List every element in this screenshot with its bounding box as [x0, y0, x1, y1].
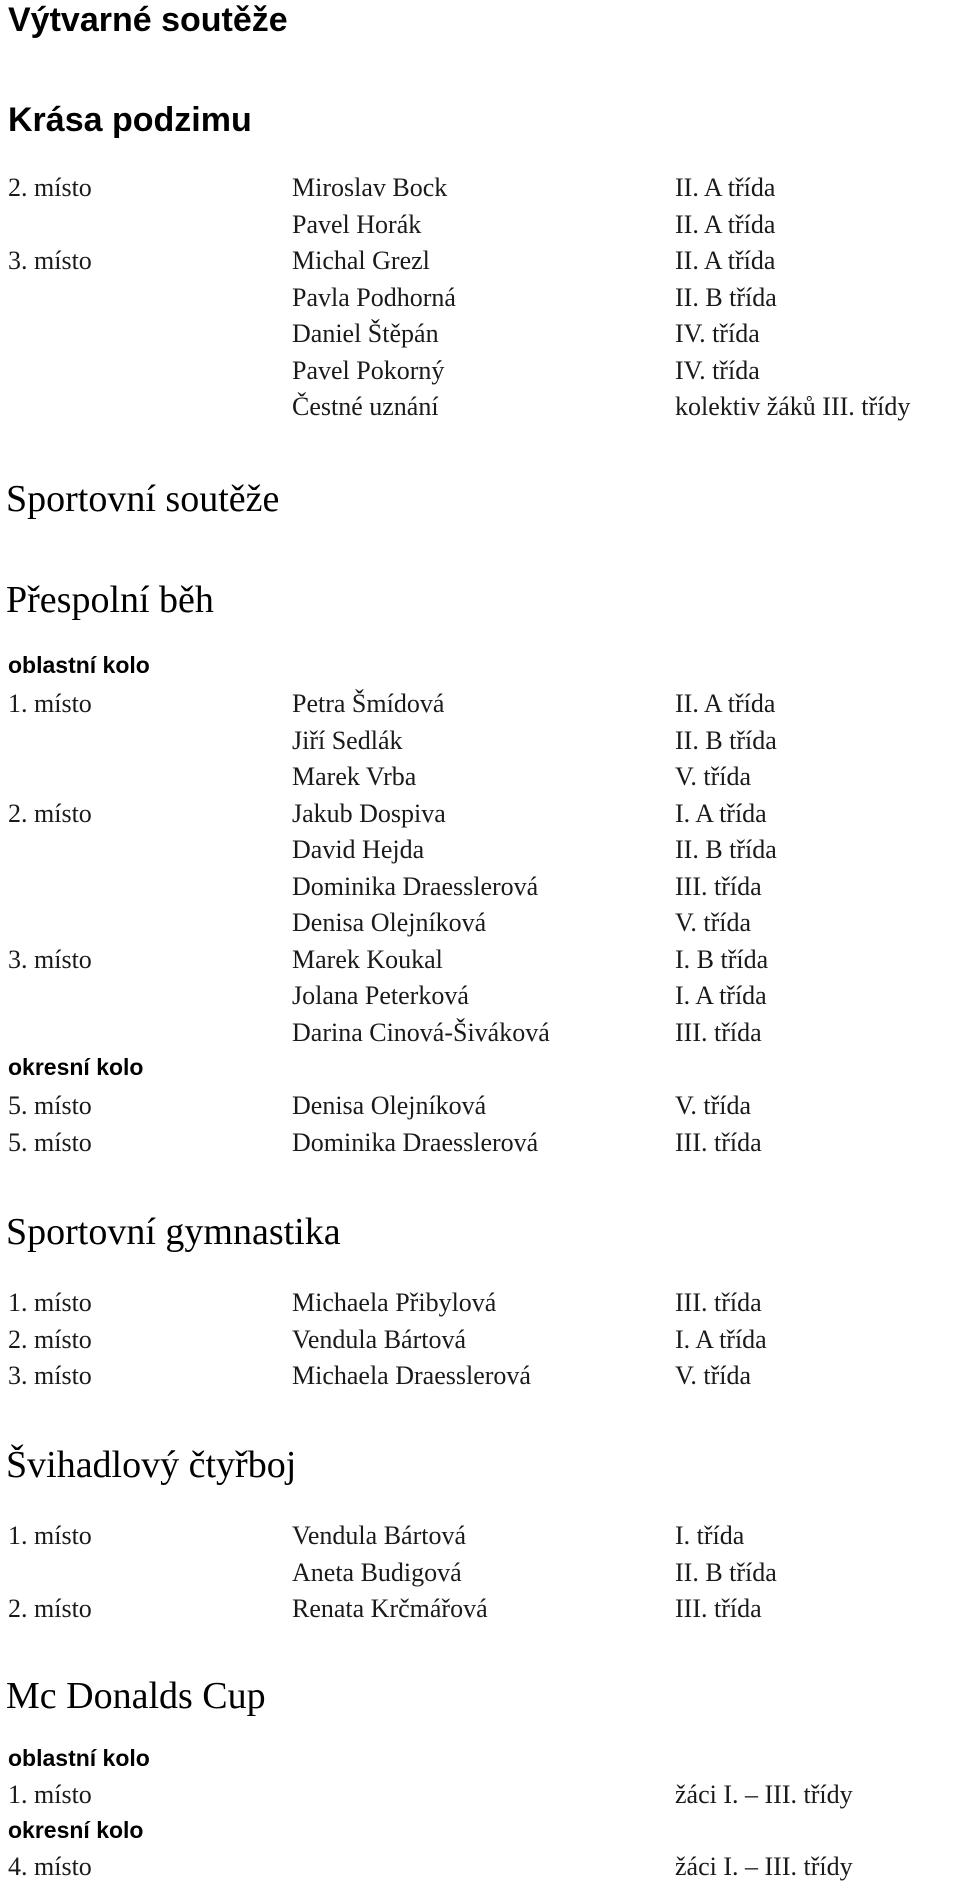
- class-cell: II. B třída: [675, 725, 777, 755]
- result-row: [0, 353, 960, 389]
- class-cell: IV. třída: [675, 319, 760, 348]
- class-cell: I. B třída: [675, 944, 769, 974]
- result-row: [0, 832, 960, 868]
- placement-cell: 3. místo: [8, 1361, 92, 1390]
- subheading-oblastni-kolo-mc: oblastní kolo: [8, 1745, 150, 1771]
- class-cell: I. třída: [675, 1521, 745, 1550]
- class-cell: I. A třída: [675, 981, 767, 1010]
- class-cell: žáci I. – III. třídy: [675, 1852, 853, 1881]
- class-cell: III. třída: [675, 1127, 762, 1157]
- class-cell: II. B třída: [675, 835, 777, 864]
- placement-cell: 2. místo: [8, 1594, 92, 1623]
- result-row: [0, 796, 960, 832]
- name-cell: Michal Grezl: [292, 246, 430, 275]
- name-cell: Michaela Přibylová: [292, 1288, 497, 1317]
- result-row: [0, 1088, 960, 1124]
- heading-vytvarne-souteze: Výtvarné soutěže: [8, 1, 288, 39]
- name-cell: Čestné uznání: [292, 392, 439, 421]
- class-cell: II. A třída: [675, 689, 776, 718]
- class-cell: II. A třída: [675, 173, 776, 202]
- result-row: [0, 1518, 960, 1554]
- placement-cell: 2. místo: [8, 173, 92, 202]
- placement-cell: 5. místo: [8, 1127, 92, 1157]
- name-cell: Denisa Olejníková: [292, 1091, 487, 1120]
- result-row: [0, 1358, 960, 1394]
- result-row: [0, 686, 960, 722]
- result-row: [0, 869, 960, 905]
- heading-prespolni-beh: Přespolní běh: [6, 579, 214, 621]
- name-cell: Miroslav Bock: [292, 173, 448, 202]
- result-row: [0, 723, 960, 759]
- result-row: [0, 1849, 960, 1885]
- placement-cell: 5. místo: [8, 1091, 92, 1120]
- name-cell: Dominika Draesslerová: [292, 871, 539, 901]
- placement-cell: 1. místo: [8, 1780, 92, 1809]
- placement-cell: 4. místo: [8, 1852, 92, 1881]
- heading-svihadlovy-ctyrboj: Švihadlový čtyřboj: [6, 1444, 297, 1486]
- name-cell: Vendula Bártová: [292, 1324, 467, 1354]
- name-cell: Pavla Podhorná: [292, 282, 456, 312]
- name-cell: Darina Cinová-Šiváková: [292, 1017, 550, 1047]
- result-row: [0, 978, 960, 1014]
- class-cell: II. B třída: [675, 282, 777, 312]
- class-cell: V. třída: [675, 762, 752, 791]
- name-cell: Marek Koukal: [292, 944, 443, 974]
- name-cell: Jiří Sedlák: [292, 725, 403, 755]
- placement-cell: 1. místo: [8, 1521, 92, 1550]
- class-cell: kolektiv žáků III. třídy: [675, 392, 911, 421]
- name-cell: Michaela Draesslerová: [292, 1361, 531, 1390]
- name-cell: Jakub Dospiva: [292, 798, 446, 828]
- result-row: [0, 389, 960, 425]
- result-row: [0, 905, 960, 941]
- class-cell: I. A třída: [675, 798, 767, 828]
- placement-cell: 3. místo: [8, 944, 92, 974]
- name-cell: Petra Šmídová: [292, 689, 445, 718]
- result-row: [0, 1015, 960, 1051]
- class-cell: žáci I. – III. třídy: [675, 1780, 853, 1809]
- result-row: [0, 1555, 960, 1591]
- placement-cell: 3. místo: [8, 246, 92, 275]
- class-cell: III. třída: [675, 1594, 762, 1623]
- result-row: [0, 243, 960, 279]
- name-cell: Denisa Olejníková: [292, 908, 487, 937]
- name-cell: Renata Krčmářová: [292, 1594, 488, 1623]
- result-row: [0, 1125, 960, 1161]
- class-cell: III. třída: [675, 1288, 762, 1317]
- name-cell: Pavel Horák: [292, 209, 422, 239]
- placement-cell: 1. místo: [8, 1288, 92, 1317]
- placement-cell: 1. místo: [8, 689, 92, 718]
- name-cell: Daniel Štěpán: [292, 319, 439, 348]
- class-cell: II. A třída: [675, 246, 776, 275]
- class-cell: V. třída: [675, 1361, 752, 1390]
- name-cell: David Hejda: [292, 835, 425, 864]
- name-cell: Aneta Budigová: [292, 1557, 462, 1587]
- heading-sportovni-gymnastika: Sportovní gymnastika: [6, 1211, 341, 1253]
- subheading-okresni-kolo: okresní kolo: [8, 1054, 144, 1080]
- heading-mc-donalds-cup: Mc Donalds Cup: [6, 1675, 266, 1717]
- result-row: [0, 942, 960, 978]
- result-row: [0, 759, 960, 795]
- result-row: [0, 280, 960, 316]
- placement-cell: 2. místo: [8, 798, 92, 828]
- name-cell: Vendula Bártová: [292, 1521, 467, 1550]
- class-cell: II. A třída: [675, 209, 776, 239]
- result-row: [0, 170, 960, 206]
- class-cell: III. třída: [675, 871, 762, 901]
- result-row: [0, 1322, 960, 1358]
- result-row: [0, 207, 960, 243]
- class-cell: I. A třída: [675, 1324, 767, 1354]
- heading-krasa-podzimu: Krása podzimu: [8, 101, 252, 139]
- name-cell: Dominika Draesslerová: [292, 1127, 539, 1157]
- subheading-oblastni-kolo: oblastní kolo: [8, 652, 150, 678]
- class-cell: V. třída: [675, 1091, 752, 1120]
- result-row: [0, 1777, 960, 1813]
- name-cell: Jolana Peterková: [292, 981, 469, 1010]
- name-cell: Pavel Pokorný: [292, 355, 445, 385]
- class-cell: II. B třída: [675, 1557, 777, 1587]
- result-row: [0, 316, 960, 352]
- class-cell: IV. třída: [675, 355, 760, 385]
- heading-sportovni-souteze: Sportovní soutěže: [6, 478, 280, 520]
- subheading-okresni-kolo-mc: okresní kolo: [8, 1817, 144, 1843]
- placement-cell: 2. místo: [8, 1324, 92, 1354]
- result-row: [0, 1285, 960, 1321]
- class-cell: V. třída: [675, 908, 752, 937]
- class-cell: III. třída: [675, 1017, 762, 1047]
- result-row: [0, 1591, 960, 1627]
- name-cell: Marek Vrba: [292, 762, 417, 791]
